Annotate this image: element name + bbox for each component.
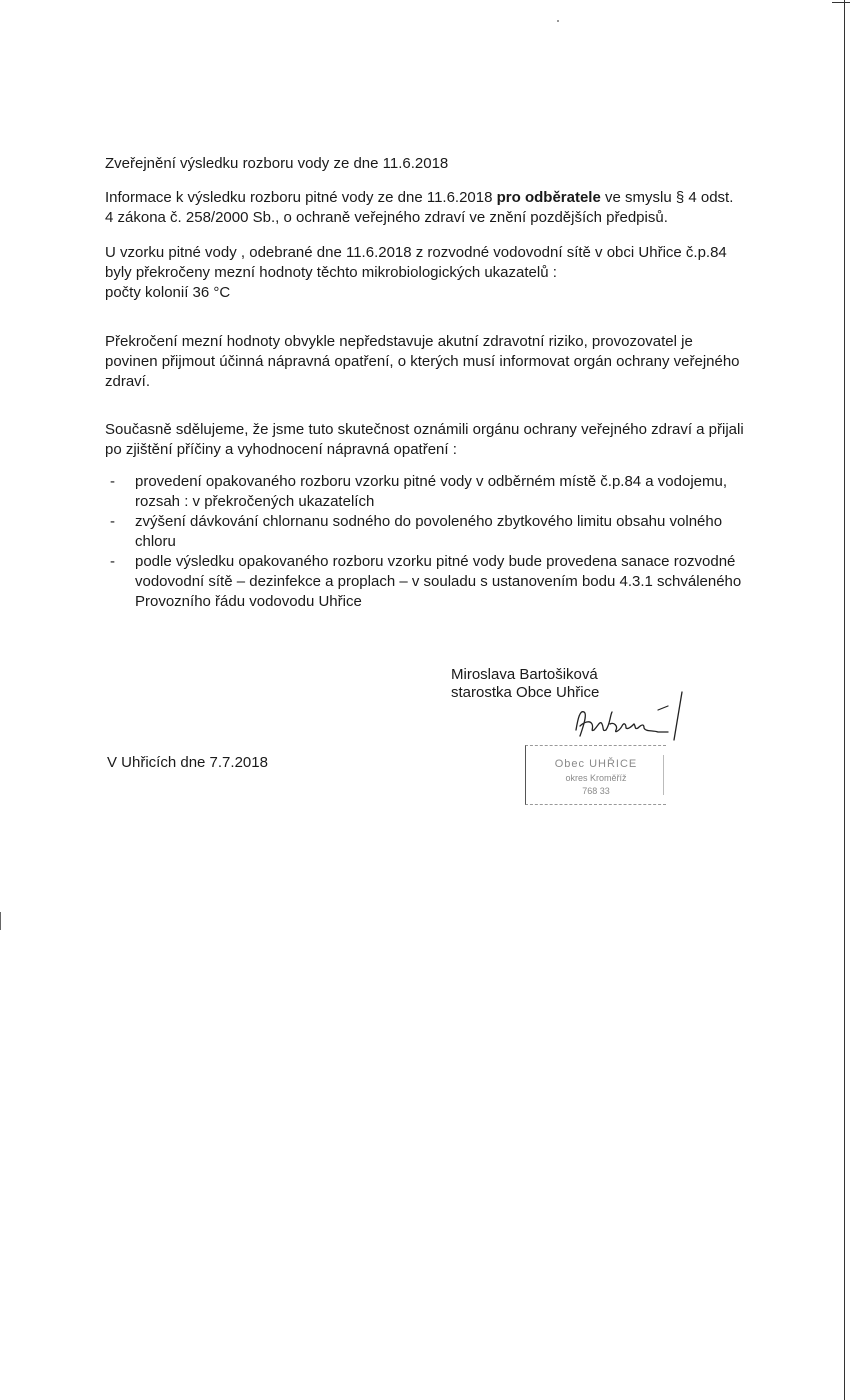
sample-text: U vzorku pitné vody , odebrané dne 11.6.2018 z rozvodné vodovodní sítě v obci Uhřice č.p.84 byly překročeny mezní hodnoty těchto mikrobiologických ukazatelů : xyxy=(105,244,727,281)
risk-paragraph: Překročení mezní hodnoty obvykle nepředstavuje akutní zdravotní riziko, provozovatel je povinen přijmout účinná nápravná opatření, o kterých musí informovat orgán ochrany veřejného zdraví. xyxy=(105,333,740,390)
measure-text: podle výsledku opakovaného rozboru vzorku pitné vody bude provedena sanace rozvodné vodovodní sítě – dezinfekce a proplach – v souladu s ustanovením bodu 4.3.1 schváleného Provozního řádu vodovodu Uhřice xyxy=(135,553,742,610)
list-dash: - xyxy=(110,473,115,490)
scan-edge-line xyxy=(844,0,845,1400)
scan-corner-mark xyxy=(832,2,850,3)
stamp-line-postcode: 768 33 xyxy=(582,786,610,796)
intro-text-end: ve smyslu § 4 odst. 4 zákona č. 258/2000 Sb., o ochraně veřejného zdraví ve znění pozdějších předpisů. xyxy=(105,189,734,226)
place-and-date: V Uhřicích dne 7.7.2018 xyxy=(107,754,268,771)
measure-item xyxy=(105,512,745,552)
scan-speck xyxy=(557,20,559,22)
signatory-name: Miroslava Bartošiková xyxy=(451,666,598,683)
notice-paragraph: Současně sdělujeme, že jsme tuto skutečnost oznámili orgánu ochrany veřejného zdraví a přijali po zjištění příčiny a vyhodnocení nápravná opatření : xyxy=(105,421,744,458)
stamp-line-district: okres Kroměříž xyxy=(565,773,627,783)
indicator-text: počty kolonií 36 °C xyxy=(105,284,231,301)
measure-item xyxy=(105,472,745,512)
intro-paragraph xyxy=(105,188,745,228)
scan-left-mark xyxy=(0,912,1,930)
intro-bold-recipients: pro odběratele xyxy=(496,189,601,206)
stamp-line-municipality: Obec UHŘICE xyxy=(554,758,638,770)
sample-paragraph xyxy=(105,243,745,303)
measure-text: zvýšení dávkování chlornanu sodného do povoleného zbytkového limitu obsahu volného chloru xyxy=(135,513,723,550)
measures-list xyxy=(105,472,745,612)
intro-text-start: Informace k výsledku rozboru pitné vody ze dne 11.6.2018 xyxy=(105,189,497,206)
document-heading: Zveřejnění výsledku rozboru vody ze dne 11.6.2018 xyxy=(105,155,449,172)
measure-item xyxy=(105,552,745,612)
list-dash: - xyxy=(110,513,115,530)
stamp-edge xyxy=(663,755,664,795)
list-dash: - xyxy=(110,553,115,570)
handwritten-signature xyxy=(570,690,690,746)
signatory-title: starostka Obce Uhřice xyxy=(451,684,600,701)
municipal-stamp xyxy=(525,745,666,805)
measure-text: provedení opakovaného rozboru vzorku pitné vody v odběrném místě č.p.84 a vodojemu, rozsah : v překročených ukazatelích xyxy=(135,473,728,510)
